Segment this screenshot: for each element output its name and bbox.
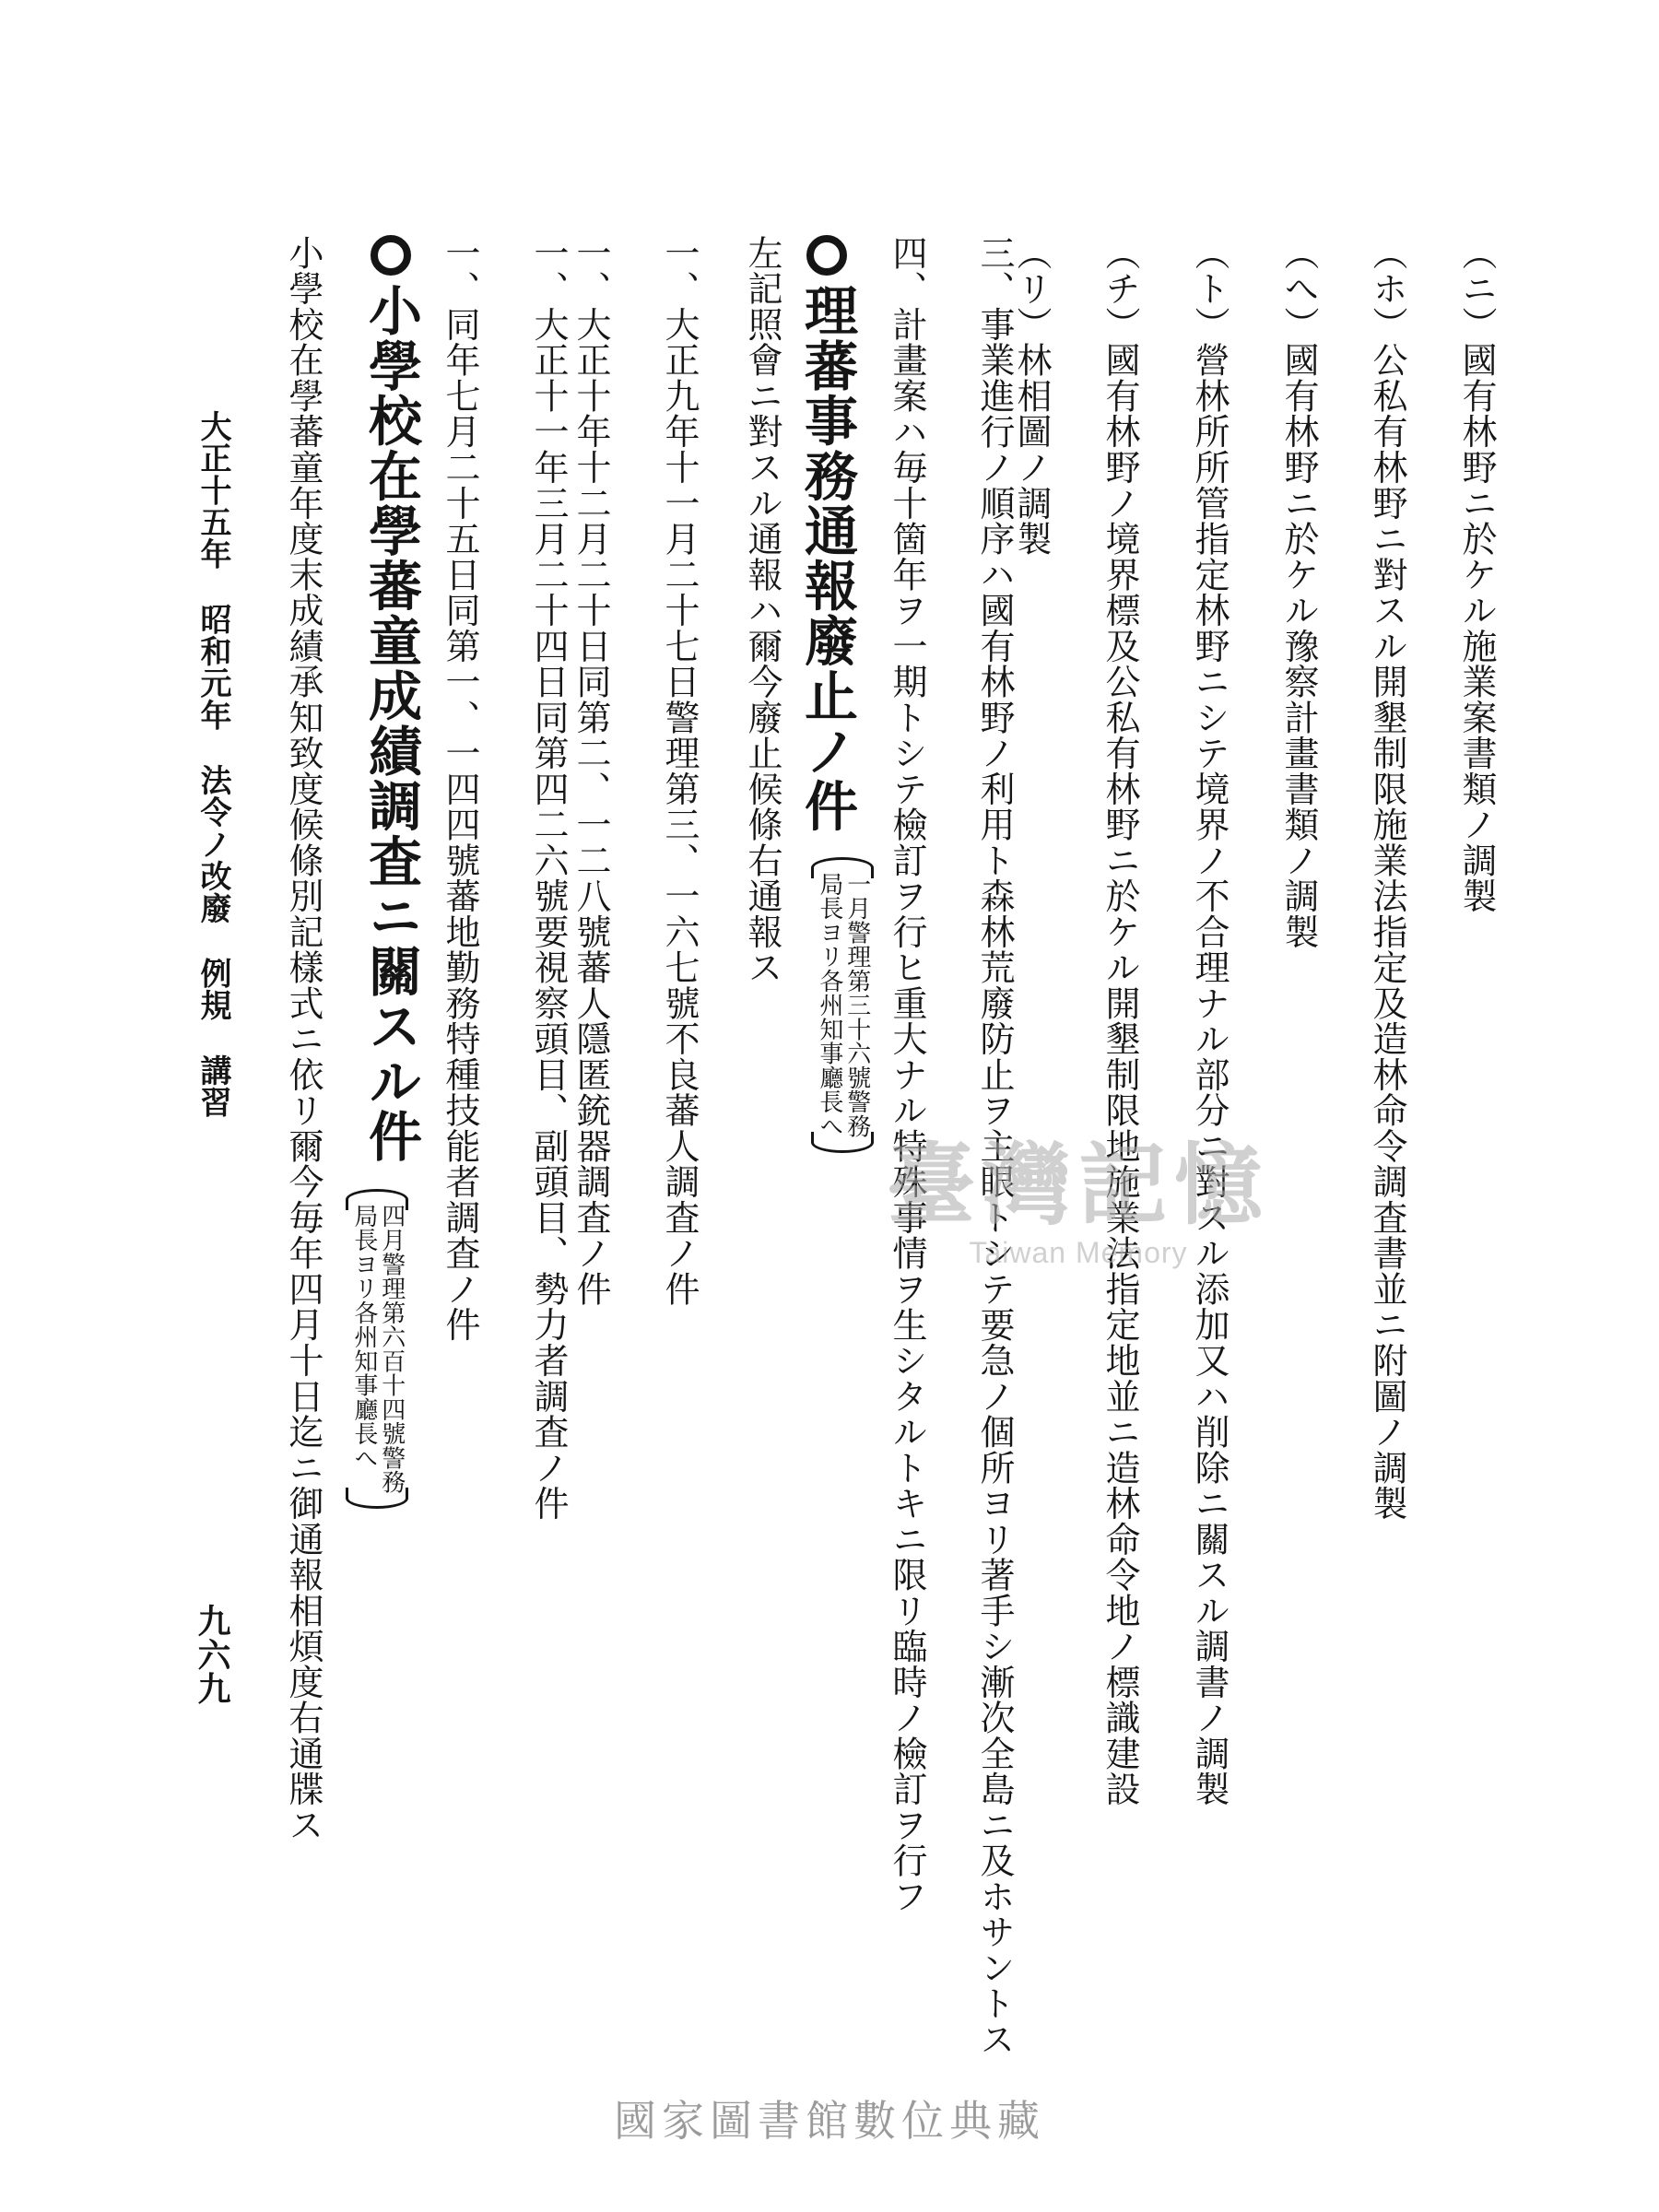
item-marker: （リ） xyxy=(1011,235,1052,343)
page-number: 九六九 xyxy=(193,1604,231,1706)
body-line-ri xyxy=(1011,235,1052,557)
note-line: 四月警理第六百十四號警務 xyxy=(377,1204,406,1495)
body-line-to xyxy=(1189,235,1230,1807)
list-item xyxy=(440,235,480,1343)
item-marker: 四、 xyxy=(887,235,927,307)
list-item-text: 一、大正十一年三月二十四日同第四二六號要視察頭目、副頭目、勢力者調査ノ件 xyxy=(528,235,569,1522)
note-line: 局長ヨリ各州知事廳長へ xyxy=(349,1204,378,1470)
header-part: 昭和元年 xyxy=(194,603,231,732)
note-line: 一月警理第三十六號警務 xyxy=(842,872,871,1138)
body-text: 小學校在學蕃童年度末成績承知致度候條別記樣式ニ依リ爾今毎年四月十日迄ニ御通報相煩度右通牒ス xyxy=(283,235,324,1843)
heading-text: 理蕃事務通報廢止ノ件 xyxy=(795,283,858,834)
header-part: 講習 xyxy=(194,1053,231,1119)
intro-text: 左記照會ニ對スル通報ハ爾今廢止候條右通報ス xyxy=(742,235,782,985)
list-item-text: 一、大正十年十二月二十日同第二、一二八號蕃人隱匿銃器調査ノ件 xyxy=(571,235,611,1307)
item-marker: 三、 xyxy=(974,235,1015,307)
list-item-text: 一、同年七月二十五日同第一、一四四號蕃地勤務特種技能者調査ノ件 xyxy=(440,235,480,1343)
section-note-rihan xyxy=(811,857,874,1153)
item-text: 事業進行ノ順序ハ國有林野ノ利用ト森林荒廢防止ヲ主眼トシテ要急ノ個所ヨリ著手シ漸次全島ニ及ホサントス xyxy=(974,306,1015,2057)
list-item-text: 一、大正九年十一月二十七日警理第三、一六七號不良蕃人調査ノ件 xyxy=(659,235,700,1307)
section-heading-shogakko xyxy=(359,235,422,1164)
note-bracket-bottom xyxy=(346,1488,408,1509)
note-bracket-top xyxy=(346,1189,408,1210)
body-line-ni xyxy=(1456,235,1497,914)
header-part: 例規 xyxy=(194,957,231,1021)
circle-bullet-icon xyxy=(371,235,411,276)
heading-text: 小學校在學蕃童成績調査ニ關スル件 xyxy=(359,283,422,1164)
section-intro xyxy=(742,235,782,985)
item-marker: （ト） xyxy=(1189,235,1230,343)
watermark-subtitle: Taiwan Memory xyxy=(969,1236,1188,1269)
item-text: 國有林野ノ境界標及公私有林野ニ於ケル開墾制限地施業法指定地並ニ造林命令地ノ標識建設 xyxy=(1100,342,1140,1807)
item-marker: （へ） xyxy=(1278,235,1319,343)
item-marker: （チ） xyxy=(1100,235,1140,343)
body-line-ho xyxy=(1367,235,1407,1522)
list-item xyxy=(571,235,611,1307)
body-line-chi xyxy=(1100,235,1140,1807)
section-heading-rihan xyxy=(795,235,858,834)
item-text: 國有林野ニ於ケル施業案書類ノ調製 xyxy=(1456,342,1497,914)
list-item xyxy=(659,235,700,1307)
section-body xyxy=(283,235,324,1843)
header-part: 大正十五年 xyxy=(194,410,231,571)
watermark-logo-text: 臺灣記憶 xyxy=(887,1133,1270,1237)
item-marker: （ホ） xyxy=(1367,235,1407,343)
item-text: 國有林野ニ於ケル豫察計畫書類ノ調製 xyxy=(1278,342,1319,950)
list-item xyxy=(528,235,569,1522)
footer-credit: 國家圖書館數位典藏 xyxy=(614,2096,1045,2146)
item-text: 林相圖ノ調製 xyxy=(1011,342,1052,557)
item-text: 計畫案ハ毎十箇年ヲ一期トシテ檢訂ヲ行ヒ重大ナル特殊事情ヲ生シタルトキニ限リ臨時ノ檢訂ヲ行フ xyxy=(887,306,927,1914)
note-line: 局長ヨリ各州知事廳長へ xyxy=(815,872,843,1138)
circle-bullet-icon xyxy=(806,235,847,276)
body-line-he xyxy=(1278,235,1319,950)
section-note-shogakko xyxy=(346,1189,408,1509)
note-bracket-bottom xyxy=(811,1132,874,1153)
item-text: 營林所所管指定林野ニシテ境界ノ不合理ナル部分ニ對スル添加又ハ削除ニ關スル調書ノ調製 xyxy=(1189,342,1230,1807)
header-part: 法令ノ改廢 xyxy=(194,764,231,924)
running-header xyxy=(194,410,231,1119)
note-bracket-top xyxy=(811,857,874,878)
item-marker: （ニ） xyxy=(1456,235,1497,343)
body-line-three xyxy=(974,235,1015,2057)
body-line-four xyxy=(887,235,927,1914)
item-text: 公私有林野ニ對スル開墾制限施業法指定及造林命令調査書並ニ附圖ノ調製 xyxy=(1367,342,1407,1522)
